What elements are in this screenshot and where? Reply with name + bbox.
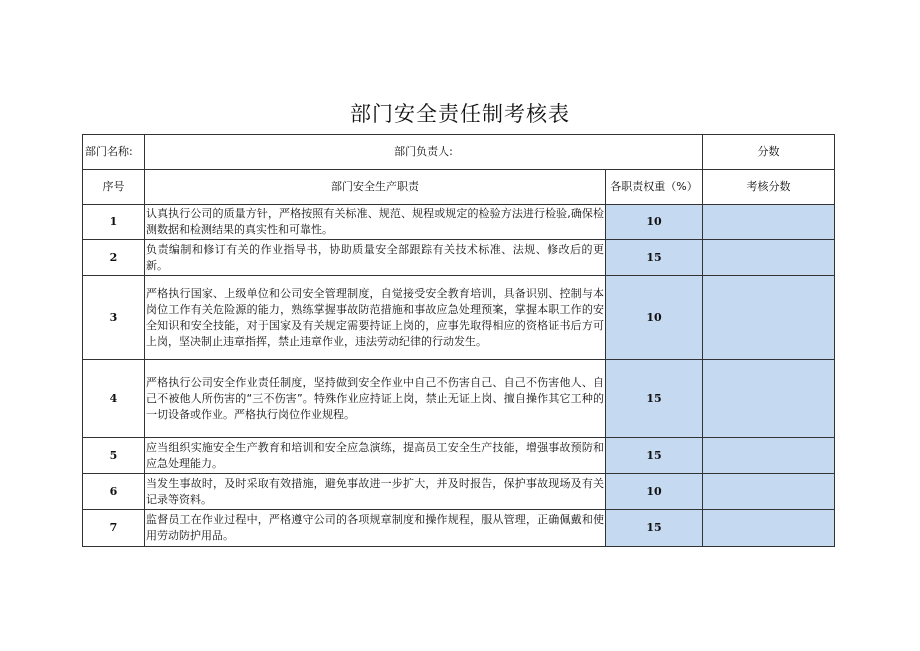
table-row xyxy=(83,474,835,510)
col-score-header: 考核分数 xyxy=(703,170,835,205)
page-title: 部门安全责任制考核表 xyxy=(350,102,570,126)
row-duty: 监督员工在作业过程中，严格遵守公司的各项规章制度和操作规程，服从管理，正确佩戴和使用劳动防护用品。 xyxy=(145,510,606,547)
row-seq: 6 xyxy=(83,474,145,510)
row-score-cell[interactable] xyxy=(703,276,835,360)
table-row xyxy=(83,276,835,360)
row-score-cell[interactable] xyxy=(703,205,835,240)
table-row xyxy=(83,205,835,240)
table-row xyxy=(83,240,835,276)
row-seq: 7 xyxy=(83,510,145,547)
table-row xyxy=(83,438,835,474)
row-weight: 15 xyxy=(606,510,703,547)
assessment-table xyxy=(82,134,835,547)
row-weight: 15 xyxy=(606,240,703,276)
row-score-cell[interactable] xyxy=(703,474,835,510)
col-seq-header: 序号 xyxy=(83,170,145,205)
header-info-row xyxy=(83,135,835,170)
row-seq: 5 xyxy=(83,438,145,474)
row-seq: 2 xyxy=(83,240,145,276)
row-duty: 负责编制和修订有关的作业指导书，协助质量安全部跟踪有关技术标准、法规、修改后的更新。 xyxy=(145,240,606,276)
row-score-cell[interactable] xyxy=(703,438,835,474)
row-weight: 10 xyxy=(606,474,703,510)
table-row xyxy=(83,360,835,438)
col-duty-header: 部门安全生产职责 xyxy=(145,170,606,205)
row-weight: 10 xyxy=(606,205,703,240)
row-duty: 当发生事故时，及时采取有效措施，避免事故进一步扩大，并及时报告，保护事故现场及有关记录等资料。 xyxy=(145,474,606,510)
dept-head-label: 部门负责人: xyxy=(145,135,703,170)
column-header-row xyxy=(83,170,835,205)
row-score-cell[interactable] xyxy=(703,360,835,438)
row-weight: 10 xyxy=(606,276,703,360)
row-duty: 严格执行国家、上级单位和公司安全管理制度，自觉接受安全教育培训，具备识别、控制与本岗位工作有关危险源的能力，熟练掌握事故防范措施和事故应急处理预案，掌握本职工作的安全知识和安全技能，对于国家及有关规定需要持证上岗的，应事先取得相应的资格证书后方可上岗，坚决制止违章指挥，禁止违章作业，违法劳动纪律的行动发生。 xyxy=(145,276,606,360)
table-row xyxy=(83,510,835,547)
row-weight: 15 xyxy=(606,438,703,474)
row-weight: 15 xyxy=(606,360,703,438)
score-label: 分数 xyxy=(703,135,835,170)
row-seq: 3 xyxy=(83,276,145,360)
dept-name-label: 部门名称: xyxy=(83,135,145,170)
row-duty: 应当组织实施安全生产教育和培训和安全应急演练，提高员工安全生产技能，增强事故预防和应急处理能力。 xyxy=(145,438,606,474)
row-duty: 严格执行公司安全作业责任制度，坚持做到安全作业中自己不伤害自己、自己不伤害他人、自己不被他人所伤害的“三不伤害”。特殊作业应持证上岗，禁止无证上岗、擅自操作其它工种的一切设备或作业。严格执行岗位作业规程。 xyxy=(145,360,606,438)
col-weight-header: 各职责权重（%） xyxy=(606,170,703,205)
row-seq: 4 xyxy=(83,360,145,438)
row-score-cell[interactable] xyxy=(703,240,835,276)
row-score-cell[interactable] xyxy=(703,510,835,547)
row-seq: 1 xyxy=(83,205,145,240)
row-duty: 认真执行公司的质量方针，严格按照有关标准、规范、规程或规定的检验方法进行检验,确保检测数据和检测结果的真实性和可靠性。 xyxy=(145,205,606,240)
